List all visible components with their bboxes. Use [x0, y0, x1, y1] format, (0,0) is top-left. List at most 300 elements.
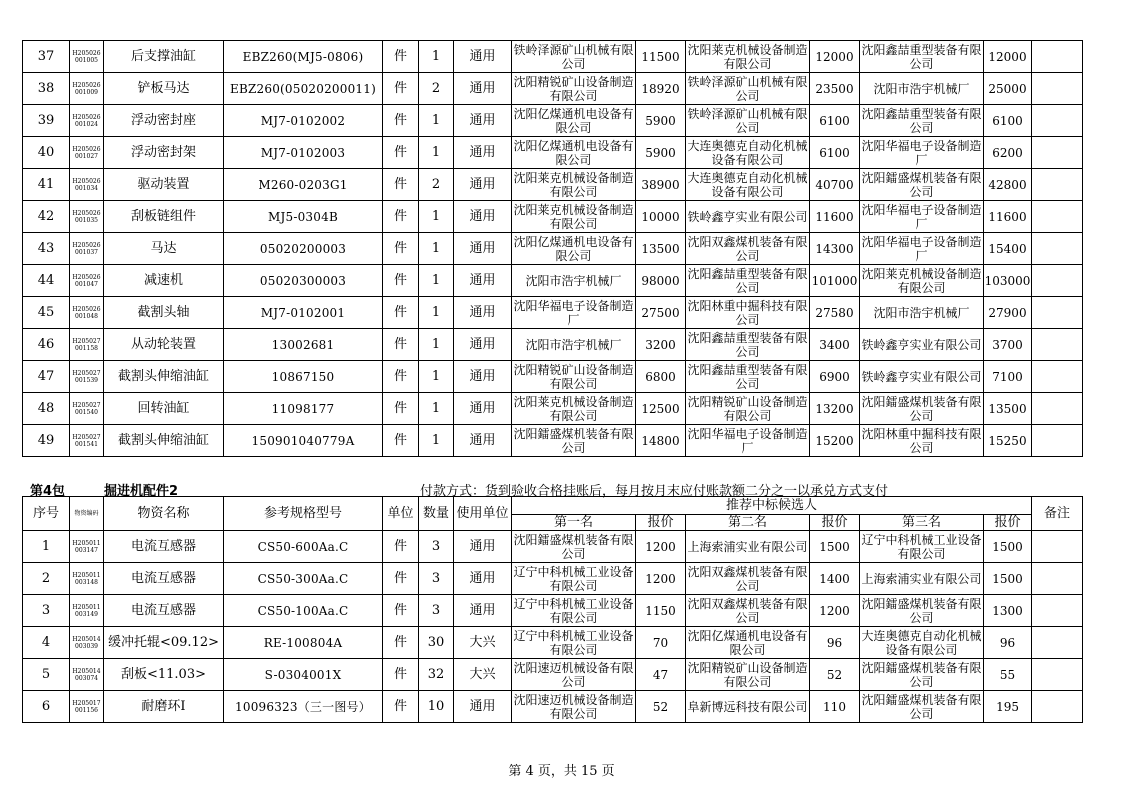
- third-candidate: 沈阳华福电子设备制造厂: [861, 202, 982, 231]
- header-qty: 数量: [419, 497, 454, 531]
- second-candidate: 上海索浦实业有限公司: [686, 531, 810, 563]
- name-cell: 从动轮装置: [104, 329, 224, 361]
- first-price: 1200: [636, 563, 686, 595]
- first-price: 70: [636, 627, 686, 659]
- third-candidate: 沈阳鑫喆重型装备有限公司: [861, 106, 982, 135]
- third-candidate: 沈阳鐳盛煤机装备有限公司: [861, 170, 982, 199]
- use-cell: 通用: [454, 425, 512, 457]
- seq-cell: 5: [23, 659, 70, 691]
- code-cell: H205026 001009: [70, 73, 104, 105]
- unit-cell: 件: [383, 627, 419, 659]
- spec-cell: CS50-100Aa.C: [224, 595, 383, 627]
- table-row: [23, 137, 1083, 169]
- spec-cell: 150901040779A: [224, 425, 383, 457]
- first-candidate: 沈阳市浩宇机械厂: [512, 265, 636, 297]
- second-candidate: 沈阳精锐矿山设备制造有限公司: [687, 660, 808, 689]
- header-unit: 单位: [383, 497, 419, 531]
- note-cell: [1032, 41, 1083, 73]
- qty-cell: 1: [419, 297, 454, 329]
- second-candidate: 沈阳林重中掘科技有限公司: [687, 298, 808, 327]
- seq-cell: 39: [23, 105, 70, 137]
- code-cell: H205026 001024: [70, 105, 104, 137]
- second-price: 11600: [810, 201, 860, 233]
- qty-cell: 3: [419, 531, 454, 563]
- third-candidate: 铁岭鑫亨实业有限公司: [860, 361, 984, 393]
- unit-cell: 件: [383, 265, 419, 297]
- table-row: [23, 233, 1083, 265]
- third-candidate: 沈阳华福电子设备制造厂: [861, 234, 982, 263]
- first-candidate: 沈阳亿煤通机电设备有限公司: [513, 138, 634, 167]
- second-price: 96: [810, 627, 860, 659]
- seq-cell: 4: [23, 627, 70, 659]
- first-price: 1150: [636, 595, 686, 627]
- spec-cell: MJ5-0304B: [224, 201, 383, 233]
- seq-cell: 47: [23, 361, 70, 393]
- third-price: 25000: [984, 73, 1032, 105]
- second-price: 101000: [810, 265, 860, 297]
- spec-cell: 05020200003: [224, 233, 383, 265]
- use-cell: 大兴: [454, 659, 512, 691]
- header-price-3: 报价: [984, 515, 1032, 531]
- table-row: [23, 297, 1083, 329]
- package-label: 第4包: [30, 484, 66, 499]
- header-seq: 序号: [23, 497, 70, 531]
- name-cell: 截割头伸缩油缸: [104, 361, 224, 393]
- note-cell: [1032, 329, 1083, 361]
- seq-cell: 3: [23, 595, 70, 627]
- third-candidate: 沈阳鐳盛煤机装备有限公司: [861, 394, 982, 423]
- second-candidate: 沈阳亿煤通机电设备有限公司: [687, 628, 808, 657]
- use-cell: 通用: [454, 393, 512, 425]
- note-cell: [1032, 105, 1083, 137]
- unit-cell: 件: [383, 41, 419, 73]
- code-cell: H205026 001034: [70, 169, 104, 201]
- third-price: 6200: [984, 137, 1032, 169]
- code-cell: H205026 001027: [70, 137, 104, 169]
- qty-cell: 2: [419, 169, 454, 201]
- seq-cell: 43: [23, 233, 70, 265]
- table-row: [23, 329, 1083, 361]
- qty-cell: 3: [419, 563, 454, 595]
- seq-cell: 46: [23, 329, 70, 361]
- unit-cell: 件: [383, 73, 419, 105]
- note-cell: [1032, 691, 1083, 723]
- seq-cell: 41: [23, 169, 70, 201]
- second-price: 6100: [810, 105, 860, 137]
- code-cell: H205011 003148: [70, 563, 104, 595]
- unit-cell: 件: [383, 137, 419, 169]
- third-candidate: 沈阳莱克机械设备制造有限公司: [861, 266, 982, 295]
- name-cell: 马达: [104, 233, 224, 265]
- first-candidate: 沈阳速迈机械设备有限公司: [513, 660, 634, 689]
- third-price: 7100: [984, 361, 1032, 393]
- qty-cell: 1: [419, 105, 454, 137]
- third-price: 1300: [984, 595, 1032, 627]
- note-cell: [1032, 393, 1083, 425]
- spec-cell: MJ7-0102003: [224, 137, 383, 169]
- unit-cell: 件: [383, 201, 419, 233]
- name-cell: 浮动密封座: [104, 105, 224, 137]
- first-candidate: 沈阳华福电子设备制造厂: [513, 298, 634, 327]
- header-price-2: 报价: [810, 515, 860, 531]
- first-candidate: 沈阳莱克机械设备制造有限公司: [513, 394, 634, 423]
- first-price: 52: [636, 691, 686, 723]
- header-spec: 参考规格型号: [224, 497, 383, 531]
- first-price: 38900: [636, 169, 686, 201]
- first-price: 11500: [636, 41, 686, 73]
- code-cell: H205027 001540: [70, 393, 104, 425]
- spec-cell: MJ7-0102002: [224, 105, 383, 137]
- first-price: 13500: [636, 233, 686, 265]
- second-price: 1200: [810, 595, 860, 627]
- spec-cell: EBZ260(05020200011): [224, 73, 383, 105]
- third-price: 15400: [984, 233, 1032, 265]
- second-candidate: 阜新博远科技有限公司: [686, 691, 810, 723]
- spec-cell: MJ7-0102001: [224, 297, 383, 329]
- second-candidate: 沈阳莱克机械设备制造有限公司: [687, 42, 808, 71]
- spec-cell: RE-100804A: [224, 627, 383, 659]
- note-cell: [1032, 73, 1083, 105]
- second-candidate: 大连奥德克自动化机械设备有限公司: [687, 170, 808, 199]
- header-third: 第三名: [860, 515, 984, 531]
- table-row: [23, 41, 1083, 73]
- code-cell: H205027 001541: [70, 425, 104, 457]
- name-cell: 刮板<11.03>: [104, 659, 224, 691]
- page-footer: 第 4 页，共 15 页: [508, 764, 615, 779]
- qty-cell: 30: [419, 627, 454, 659]
- unit-cell: 件: [383, 329, 419, 361]
- code-cell: H205026 001047: [70, 265, 104, 297]
- second-candidate: 沈阳双鑫煤机装备有限公司: [687, 234, 808, 263]
- spec-cell: EBZ260(MJ5-0806): [224, 41, 383, 73]
- unit-cell: 件: [383, 393, 419, 425]
- use-cell: 通用: [454, 105, 512, 137]
- use-cell: 通用: [454, 595, 512, 627]
- second-candidate: 铁岭鑫亨实业有限公司: [686, 201, 810, 233]
- first-price: 27500: [636, 297, 686, 329]
- note-cell: [1032, 659, 1083, 691]
- seq-cell: 6: [23, 691, 70, 723]
- first-candidate: 沈阳鐳盛煤机装备有限公司: [513, 532, 634, 561]
- third-price: 1500: [984, 531, 1032, 563]
- name-cell: 截割头轴: [104, 297, 224, 329]
- second-price: 27580: [810, 297, 860, 329]
- second-candidate: 沈阳精锐矿山设备制造有限公司: [687, 394, 808, 423]
- header-use: 使用单位: [454, 497, 512, 531]
- qty-cell: 32: [419, 659, 454, 691]
- spec-cell: 10867150: [224, 361, 383, 393]
- name-cell: 回转油缸: [104, 393, 224, 425]
- use-cell: 通用: [454, 41, 512, 73]
- table-row: [23, 169, 1083, 201]
- use-cell: 通用: [454, 329, 512, 361]
- third-candidate: 沈阳鑫喆重型装备有限公司: [861, 42, 982, 71]
- seq-cell: 44: [23, 265, 70, 297]
- unit-cell: 件: [383, 233, 419, 265]
- second-price: 6900: [810, 361, 860, 393]
- first-price: 98000: [636, 265, 686, 297]
- third-candidate: 沈阳市浩宇机械厂: [860, 73, 984, 105]
- third-price: 55: [984, 659, 1032, 691]
- qty-cell: 1: [419, 233, 454, 265]
- name-cell: 减速机: [104, 265, 224, 297]
- code-cell: H205014 003039: [70, 627, 104, 659]
- third-candidate: 沈阳鐳盛煤机装备有限公司: [861, 660, 982, 689]
- seq-cell: 48: [23, 393, 70, 425]
- note-cell: [1032, 297, 1083, 329]
- note-cell: [1032, 627, 1083, 659]
- third-price: 27900: [984, 297, 1032, 329]
- third-candidate: 上海索浦实业有限公司: [860, 563, 984, 595]
- spec-cell: 11098177: [224, 393, 383, 425]
- second-price: 3400: [810, 329, 860, 361]
- spec-cell: 05020300003: [224, 265, 383, 297]
- use-cell: 通用: [454, 201, 512, 233]
- use-cell: 通用: [454, 73, 512, 105]
- table-row: [23, 265, 1083, 297]
- unit-cell: 件: [383, 169, 419, 201]
- second-candidate: 沈阳双鑫煤机装备有限公司: [687, 564, 808, 593]
- qty-cell: 10: [419, 691, 454, 723]
- name-cell: 浮动密封架: [104, 137, 224, 169]
- first-candidate: 沈阳亿煤通机电设备有限公司: [513, 234, 634, 263]
- first-candidate: 辽宁中科机械工业设备有限公司: [513, 596, 634, 625]
- third-price: 103000: [984, 265, 1032, 297]
- note-cell: [1032, 595, 1083, 627]
- first-candidate: 沈阳精锐矿山设备制造有限公司: [513, 74, 634, 103]
- third-candidate: 沈阳华福电子设备制造厂: [861, 138, 982, 167]
- second-price: 13200: [810, 393, 860, 425]
- qty-cell: 1: [419, 265, 454, 297]
- header-code: 物资编码: [70, 497, 104, 531]
- header-first: 第一名: [512, 515, 636, 531]
- package-4-table: [22, 496, 1083, 723]
- note-cell: [1032, 201, 1083, 233]
- continued-parts-table: [22, 40, 1083, 457]
- header-note: 备注: [1032, 497, 1083, 531]
- code-cell: H205011 003149: [70, 595, 104, 627]
- table-row: [23, 563, 1083, 595]
- second-candidate: 铁岭泽源矿山机械有限公司: [687, 106, 808, 135]
- seq-cell: 45: [23, 297, 70, 329]
- seq-cell: 38: [23, 73, 70, 105]
- second-candidate: 大连奥德克自动化机械设备有限公司: [687, 138, 808, 167]
- use-cell: 通用: [454, 297, 512, 329]
- qty-cell: 1: [419, 137, 454, 169]
- seq-cell: 37: [23, 41, 70, 73]
- name-cell: 截割头伸缩油缸: [104, 425, 224, 457]
- table-row: [23, 393, 1083, 425]
- third-price: 15250: [984, 425, 1032, 457]
- second-price: 6100: [810, 137, 860, 169]
- first-price: 10000: [636, 201, 686, 233]
- qty-cell: 1: [419, 201, 454, 233]
- second-price: 14300: [810, 233, 860, 265]
- unit-cell: 件: [383, 563, 419, 595]
- third-candidate: 沈阳鐳盛煤机装备有限公司: [861, 596, 982, 625]
- third-price: 96: [984, 627, 1032, 659]
- third-price: 11600: [984, 201, 1032, 233]
- code-cell: H205017 001156: [70, 691, 104, 723]
- table-row: [23, 531, 1083, 563]
- note-cell: [1032, 361, 1083, 393]
- table-row: [23, 201, 1083, 233]
- use-cell: 通用: [454, 169, 512, 201]
- note-cell: [1032, 137, 1083, 169]
- third-price: 13500: [984, 393, 1032, 425]
- third-candidate: 沈阳林重中掘科技有限公司: [861, 426, 982, 455]
- first-price: 5900: [636, 105, 686, 137]
- spec-cell: S-0304001X: [224, 659, 383, 691]
- second-price: 40700: [810, 169, 860, 201]
- second-candidate: 沈阳鑫喆重型装备有限公司: [687, 266, 808, 295]
- use-cell: 通用: [454, 137, 512, 169]
- unit-cell: 件: [383, 425, 419, 457]
- table-row: [23, 425, 1083, 457]
- third-candidate: 沈阳鐳盛煤机装备有限公司: [861, 692, 982, 721]
- table-row: [23, 627, 1083, 659]
- name-cell: 电流互感器: [104, 563, 224, 595]
- note-cell: [1032, 531, 1083, 563]
- table-row: [23, 691, 1083, 723]
- first-price: 5900: [636, 137, 686, 169]
- third-price: 12000: [984, 41, 1032, 73]
- first-candidate: 沈阳莱克机械设备制造有限公司: [513, 170, 634, 199]
- note-cell: [1032, 265, 1083, 297]
- unit-cell: 件: [383, 595, 419, 627]
- table-row: [23, 595, 1083, 627]
- seq-cell: 49: [23, 425, 70, 457]
- third-price: 42800: [984, 169, 1032, 201]
- header-row: [23, 497, 1083, 515]
- package-title: 掘进机配件2: [104, 484, 179, 499]
- first-price: 6800: [636, 361, 686, 393]
- qty-cell: 1: [419, 41, 454, 73]
- name-cell: 刮板链组件: [104, 201, 224, 233]
- code-cell: H205027 001158: [70, 329, 104, 361]
- unit-cell: 件: [383, 297, 419, 329]
- note-cell: [1032, 563, 1083, 595]
- first-candidate: 沈阳精锐矿山设备制造有限公司: [513, 362, 634, 391]
- qty-cell: 1: [419, 361, 454, 393]
- table-row: [23, 105, 1083, 137]
- third-price: 195: [984, 691, 1032, 723]
- first-candidate: 沈阳速迈机械设备制造有限公司: [513, 692, 634, 721]
- seq-cell: 40: [23, 137, 70, 169]
- unit-cell: 件: [383, 105, 419, 137]
- code-cell: H205014 003074: [70, 659, 104, 691]
- name-cell: 后支撑油缸: [104, 41, 224, 73]
- note-cell: [1032, 169, 1083, 201]
- code-cell: H205026 001005: [70, 41, 104, 73]
- first-price: 14800: [636, 425, 686, 457]
- spec-cell: 10096323（三一图号）: [224, 691, 383, 723]
- header-price-1: 报价: [636, 515, 686, 531]
- qty-cell: 1: [419, 425, 454, 457]
- first-candidate: 沈阳鐳盛煤机装备有限公司: [513, 426, 634, 455]
- table-row: [23, 659, 1083, 691]
- second-price: 1500: [810, 531, 860, 563]
- qty-cell: 1: [419, 329, 454, 361]
- use-cell: 通用: [454, 531, 512, 563]
- second-price: 1400: [810, 563, 860, 595]
- second-candidate: 沈阳双鑫煤机装备有限公司: [687, 596, 808, 625]
- second-candidate: 沈阳鑫喆重型装备有限公司: [687, 362, 808, 391]
- second-price: 23500: [810, 73, 860, 105]
- code-cell: H205026 001035: [70, 201, 104, 233]
- name-cell: 电流互感器: [104, 595, 224, 627]
- header-name: 物资名称: [104, 497, 224, 531]
- code-cell: H205011 003147: [70, 531, 104, 563]
- use-cell: 通用: [454, 265, 512, 297]
- second-price: 52: [810, 659, 860, 691]
- name-cell: 铲板马达: [104, 73, 224, 105]
- first-candidate: 辽宁中科机械工业设备有限公司: [513, 564, 634, 593]
- spec-cell: CS50-300Aa.C: [224, 563, 383, 595]
- third-price: 6100: [984, 105, 1032, 137]
- seq-cell: 1: [23, 531, 70, 563]
- second-candidate: 沈阳鑫喆重型装备有限公司: [687, 330, 808, 359]
- qty-cell: 2: [419, 73, 454, 105]
- first-candidate: 沈阳莱克机械设备制造有限公司: [513, 202, 634, 231]
- table-row: [23, 361, 1083, 393]
- spec-cell: CS50-600Aa.C: [224, 531, 383, 563]
- second-candidate: 沈阳华福电子设备制造厂: [687, 426, 808, 455]
- third-candidate: 辽宁中科机械工业设备有限公司: [861, 532, 982, 561]
- first-candidate: 沈阳市浩宇机械厂: [512, 329, 636, 361]
- qty-cell: 3: [419, 595, 454, 627]
- use-cell: 通用: [454, 691, 512, 723]
- first-price: 1200: [636, 531, 686, 563]
- spec-cell: 13002681: [224, 329, 383, 361]
- code-cell: H205026 001037: [70, 233, 104, 265]
- first-candidate: 沈阳亿煤通机电设备有限公司: [513, 106, 634, 135]
- table-row: [23, 73, 1083, 105]
- first-price: 47: [636, 659, 686, 691]
- name-cell: 耐磨环Ⅰ: [104, 691, 224, 723]
- second-candidate: 铁岭泽源矿山机械有限公司: [687, 74, 808, 103]
- note-cell: [1032, 425, 1083, 457]
- seq-cell: 42: [23, 201, 70, 233]
- note-cell: [1032, 233, 1083, 265]
- qty-cell: 1: [419, 393, 454, 425]
- second-price: 12000: [810, 41, 860, 73]
- first-price: 18920: [636, 73, 686, 105]
- use-cell: 通用: [454, 361, 512, 393]
- first-price: 12500: [636, 393, 686, 425]
- second-price: 110: [810, 691, 860, 723]
- header-recommend: 推荐中标候选人: [512, 497, 1032, 515]
- unit-cell: 件: [383, 691, 419, 723]
- first-candidate: 辽宁中科机械工业设备有限公司: [513, 628, 634, 657]
- third-price: 1500: [984, 563, 1032, 595]
- second-price: 15200: [810, 425, 860, 457]
- name-cell: 缓冲托辊<09.12>: [104, 627, 224, 659]
- unit-cell: 件: [383, 361, 419, 393]
- use-cell: 通用: [454, 233, 512, 265]
- seq-cell: 2: [23, 563, 70, 595]
- code-cell: H205026 001048: [70, 297, 104, 329]
- payment-terms: 付款方式：货到验收合格挂账后，每月按月末应付账款额二分之一以承兑方式支付: [420, 484, 889, 499]
- third-candidate: 铁岭鑫亨实业有限公司: [860, 329, 984, 361]
- use-cell: 通用: [454, 563, 512, 595]
- name-cell: 电流互感器: [104, 531, 224, 563]
- first-price: 3200: [636, 329, 686, 361]
- third-price: 3700: [984, 329, 1032, 361]
- code-cell: H205027 001539: [70, 361, 104, 393]
- unit-cell: 件: [383, 659, 419, 691]
- name-cell: 驱动装置: [104, 169, 224, 201]
